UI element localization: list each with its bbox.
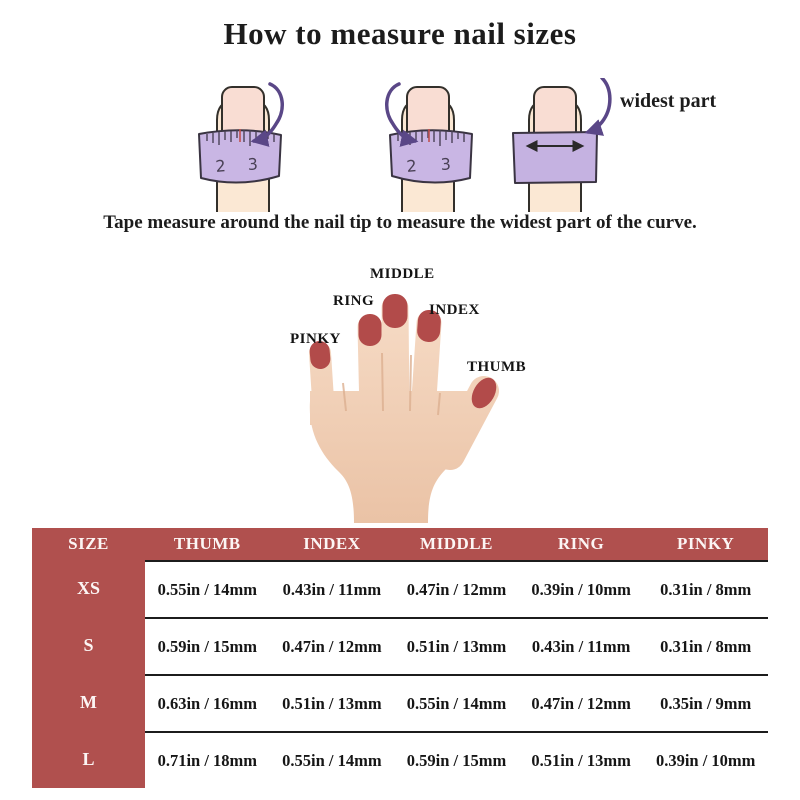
table-cell: 0.59in / 15mm — [394, 731, 519, 788]
finger-label-ring: RING — [333, 293, 375, 309]
tape-number: 3 — [440, 154, 452, 174]
table-cell: 0.55in / 14mm — [145, 560, 270, 617]
tape-number: 2 — [214, 156, 227, 176]
table-cell: 0.71in / 18mm — [145, 731, 270, 788]
table-cell: 0.51in / 13mm — [270, 674, 395, 731]
table-cell: 0.47in / 12mm — [394, 560, 519, 617]
nail-size-table — [32, 528, 768, 788]
table-cell: 0.47in / 12mm — [519, 674, 644, 731]
table-cell: 0.31in / 8mm — [643, 560, 768, 617]
table-cell: 0.55in / 14mm — [394, 674, 519, 731]
row-label-m: M — [32, 674, 145, 731]
table-cell: 0.43in / 11mm — [519, 617, 644, 674]
hand-knuckles — [310, 391, 476, 425]
table-cell: 0.35in / 9mm — [643, 674, 768, 731]
finger-label-pinky: PINKY — [290, 331, 341, 347]
table-header-middle: MIDDLE — [394, 528, 519, 560]
table-header-ring: RING — [519, 528, 644, 560]
table-header-size: SIZE — [32, 528, 145, 560]
finger-tape-diagram-left — [178, 82, 308, 212]
table-cell: 0.39in / 10mm — [519, 560, 644, 617]
table-cell: 0.55in / 14mm — [270, 731, 395, 788]
instruction-text: Tape measure around the nail tip to measure the widest part of the curve. — [103, 212, 697, 233]
finger-widest-part-diagram — [498, 78, 630, 212]
table-cell: 0.51in / 13mm — [519, 731, 644, 788]
tape-number: 2 — [405, 156, 418, 176]
table-cell: 0.43in / 11mm — [270, 560, 395, 617]
tape-number: 3 — [247, 154, 259, 174]
table-cell: 0.59in / 15mm — [145, 617, 270, 674]
widest-part-label: widest part — [620, 90, 717, 112]
table-cell: 0.63in / 16mm — [145, 674, 270, 731]
table-cell: 0.51in / 13mm — [394, 617, 519, 674]
hand-photo — [280, 283, 540, 525]
table-cell: 0.39in / 10mm — [643, 731, 768, 788]
row-label-l: L — [32, 731, 145, 788]
table-cell: 0.47in / 12mm — [270, 617, 395, 674]
row-label-xs: XS — [32, 560, 145, 617]
page-title: How to measure nail sizes — [223, 16, 577, 51]
tape-measure-band — [390, 130, 472, 182]
table-header-pinky: PINKY — [643, 528, 768, 560]
table-header-thumb: THUMB — [145, 528, 270, 560]
tape-measure-band — [513, 132, 597, 183]
finger-label-middle: MIDDLE — [370, 266, 435, 282]
finger-label-thumb: THUMB — [467, 359, 527, 375]
finger-label-index: INDEX — [429, 302, 480, 318]
table-cell: 0.31in / 8mm — [643, 617, 768, 674]
table-header-index: INDEX — [270, 528, 395, 560]
curved-arrow-icon — [588, 78, 610, 132]
row-label-s: S — [32, 617, 145, 674]
finger-tape-diagram-right — [363, 82, 493, 212]
